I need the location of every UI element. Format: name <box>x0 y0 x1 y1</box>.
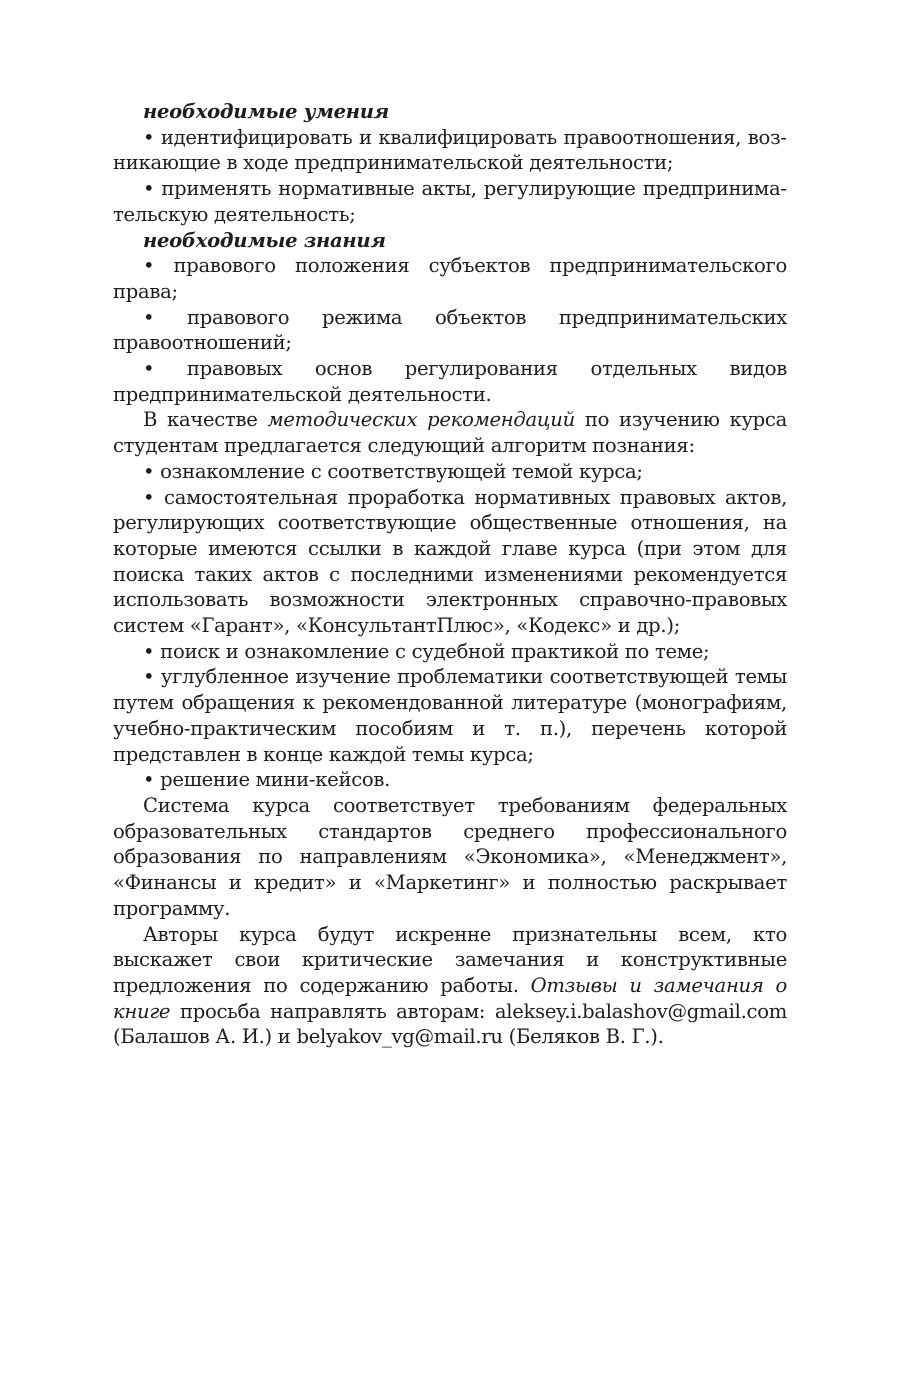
skills-item-1: • идентифицировать и квалифицировать правоотношения, возникающие в ходе предпринимательской деятельности; <box>113 125 787 175</box>
knowledge-item-3: • правовых основ регулирования отдельных видов предпринимательской деятельности. <box>113 357 787 406</box>
document-page <box>113 99 787 1050</box>
knowledge-heading: необходимые знания <box>143 228 386 252</box>
recommendations-item-3: • поиск и ознакомление с судебной практикой по теме; <box>143 639 710 663</box>
authors-text-before: Авторы курса будут искренне признательны всем, кто выскажет свои критические замечания и конструктивные предложения по содержанию работы. <box>113 922 787 997</box>
skills-item-2: • применять нормативные акты, регулирующие предпринимательскую деятельность; <box>113 177 787 226</box>
recommendations-item-1: • ознакомление с соответствующей темой курса; <box>143 459 643 483</box>
authors-text-after: просьба направлять авторам: aleksey.i.balashov@gmail.com (Балашов А. И.) и belyakov_​vg@mail.ru (Беляков В. Г.). <box>113 999 787 1049</box>
recommendations-intro-emphasis: методических рекомендаций <box>267 408 575 432</box>
system-paragraph: Система курса соответствует требованиям федеральных образовательных стандартов среднего профессионального образования по направлениям «Экономика», «Менеджмент», «Финансы и кредит» и «Маркетинг» и полностью раскрывает программу. <box>113 793 787 920</box>
skills-heading: необходимые умения <box>143 100 389 123</box>
recommendations-item-2: • самостоятельная проработка нормативных правовых актов, регулирующих соответствующие общественные отношения, на которые имеются ссылки в каждой главе курса (при этом для поиска таких актов с последними изменениями рекомендуется использовать возможности электронных справочно-правовых систем «Гарант», «КонсультантПлюс», «Кодекс» и др.); <box>113 485 787 638</box>
recommendations-item-5: • решение мини-кейсов. <box>143 768 391 792</box>
recommendations-intro <box>113 407 787 458</box>
recommendations-intro-before: В качестве <box>143 408 268 432</box>
knowledge-item-2: • правового режима объектов предпринимательских правоотношений; <box>113 305 787 355</box>
recommendations-intro-after: по изучению курса студентам предлагается следующий алгоритм познания: <box>113 408 787 458</box>
recommendations-item-4: • углубленное изучение проблематики соответствующей темы путем обращения к рекомендованной литературе (монографиям, учебно-практическим пособиям и т. п.), перечень которой представлен в конце каждой темы курса; <box>113 665 787 766</box>
authors-emphasis: Отзывы и замечания о книге <box>113 973 787 1023</box>
authors-paragraph <box>113 922 787 1051</box>
knowledge-item-1: • правового положения субъектов предпринимательского права; <box>113 254 787 303</box>
